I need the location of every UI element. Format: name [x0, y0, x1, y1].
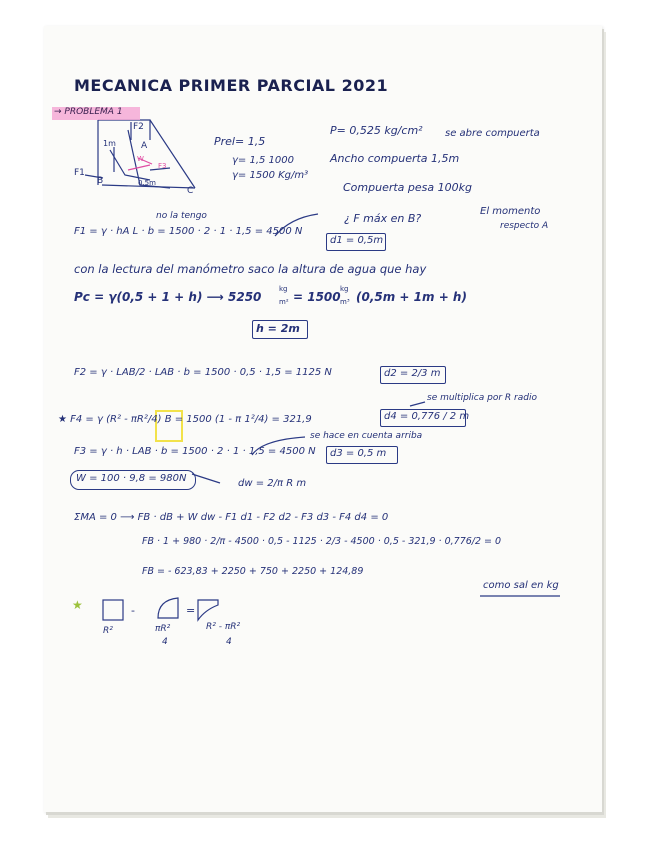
- page-title: MECANICA PRIMER PARCIAL 2021: [74, 76, 389, 95]
- label-05m: 0.5m: [138, 179, 156, 187]
- w-equation: W = 100 · 9,8 = 980N: [76, 473, 187, 484]
- pc-unit2-num: kg: [340, 285, 349, 293]
- square-sketch: [103, 600, 123, 620]
- gate-outline: [110, 150, 150, 180]
- f3-equation: F3 = γ · h · LAB · b = 1500 · 2 · 1 · 1,5 = 4500 N: [74, 446, 316, 457]
- problem-label: → PROBLEMA 1: [54, 107, 123, 117]
- manometer-reading: con la lectura del manómetro saco la altura de agua que hay: [74, 262, 427, 276]
- moment-note: El momento: [480, 206, 541, 217]
- minus-sign: -: [131, 604, 135, 617]
- d2-value: d2 = 2/3 m: [384, 368, 441, 379]
- d3-value: d3 = 0,5 m: [330, 448, 387, 459]
- label-b: B: [97, 176, 104, 186]
- label-w: W: [137, 155, 144, 163]
- area-rest-den: 4: [226, 637, 232, 647]
- f3-note: se hace en cuenta arriba: [310, 431, 423, 441]
- label-f3: F3: [158, 162, 167, 170]
- w-bracket: [192, 474, 220, 483]
- f4-note: se multiplica por R radio: [427, 393, 537, 403]
- quarter-circle-sketch: [158, 598, 178, 618]
- given-width: Ancho compuerta 1,5m: [330, 152, 460, 165]
- dw-equation: dw = 2/π R m: [238, 478, 307, 489]
- h-result: h = 2m: [256, 322, 300, 335]
- given-gamma2: γ= 1500 Kg/m³: [232, 170, 309, 181]
- pc-equation: Pc = γ(0,5 + 1 + h) ⟶ 5250: [74, 290, 262, 304]
- label-a: A: [141, 141, 148, 151]
- units-note: como sal en kg: [483, 580, 559, 591]
- pc-tail: (0,5m + 1m + h): [356, 290, 467, 304]
- fb-result: FB = - 623,83 + 2250 + 750 + 2250 + 124,89: [142, 566, 364, 577]
- equals-sign: =: [186, 604, 196, 617]
- area-rest-num: R² - πR²: [206, 622, 241, 632]
- given-prel: Prel= 1,5: [214, 135, 266, 148]
- f1-equation: F1 = γ · hA L · b = 1500 · 2 · 1 · 1,5 = 4500 N: [74, 226, 303, 237]
- area-square: R²: [103, 626, 113, 636]
- moment-sum: ΣMA = 0 ⟶ FB · dB + W dw - F1 d1 - F2 d2 - F3 d3 - F4 d4 = 0: [74, 512, 389, 523]
- label-1m: 1m: [103, 139, 116, 148]
- given-opens: se abre compuerta: [445, 128, 540, 139]
- f2-equation: F2 = γ · LAB/2 · LAB · b = 1500 · 0,5 · 1,5 = 1125 N: [74, 367, 332, 378]
- remaining-area-sketch: [198, 600, 218, 620]
- given-weight: Compuerta pesa 100kg: [343, 181, 472, 194]
- given-gamma: γ= 1,5 1000: [232, 155, 295, 166]
- label-f1: F1: [74, 168, 85, 178]
- label-f2: F2: [133, 122, 144, 132]
- pc-unit2-den: m³: [340, 298, 350, 306]
- area-quarter-den: 4: [162, 637, 168, 647]
- respect-note: respecto A: [500, 221, 549, 231]
- given-pressure: P= 0,525 kg/cm²: [330, 124, 423, 137]
- d4-value: d4 = 0,776 / 2 m: [384, 411, 470, 422]
- moment-substituted: FB · 1 + 980 · 2/π - 4500 · 0,5 - 1125 · 2/3 - 4500 · 0,5 - 321,9 · 0,776/2 = 0: [142, 536, 502, 547]
- question: ¿ F máx en B?: [344, 212, 422, 225]
- pc-unit-num: kg: [279, 285, 288, 293]
- area-quarter-num: πR²: [155, 624, 171, 634]
- f1-note: no la tengo: [156, 211, 207, 221]
- f4-note-arrow: [410, 402, 425, 406]
- f4-equation: ★ F4 = γ (R² - πR²/4) B = 1500 (1 - π 1²/4) = 321,9: [58, 414, 312, 425]
- pc-unit-den: m²: [279, 298, 289, 306]
- pink-f3-vector: [128, 165, 150, 170]
- d1-value: d1 = 0,5m: [330, 235, 384, 246]
- star-icon: ★: [72, 598, 83, 612]
- label-c: C: [187, 186, 194, 196]
- pc-equals: = 1500: [293, 290, 341, 304]
